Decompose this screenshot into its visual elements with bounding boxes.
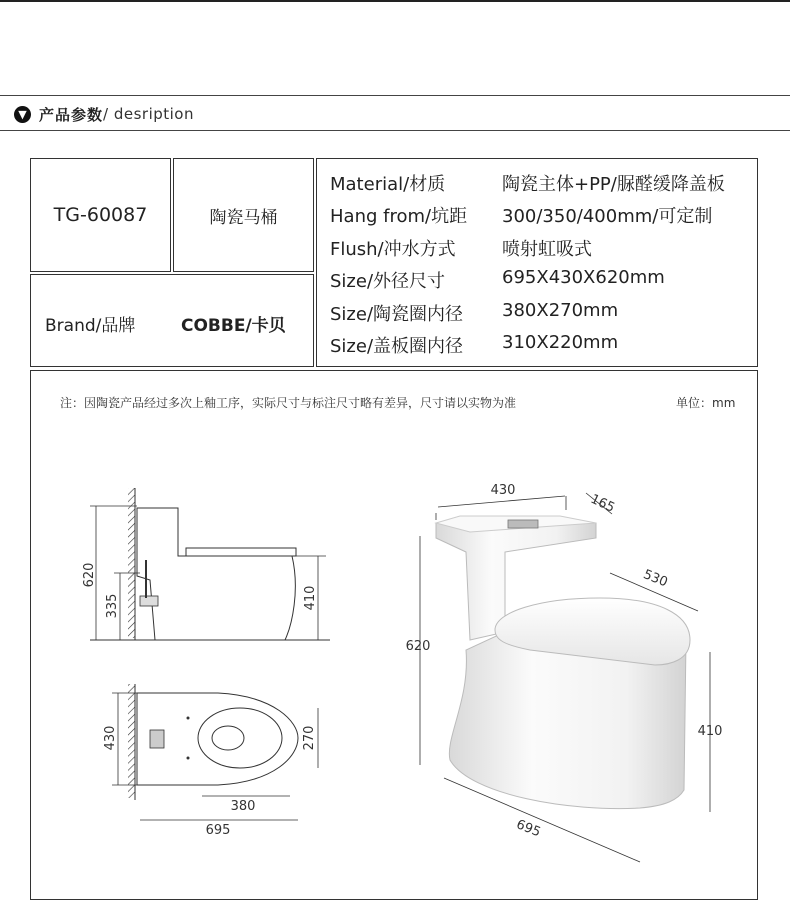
model-number: TG-60087 bbox=[53, 204, 148, 226]
section-title-en: / desription bbox=[103, 105, 194, 123]
spec-label: Size/盖板圈内径 bbox=[330, 336, 464, 357]
product-name: 陶瓷马桶 bbox=[209, 207, 278, 228]
side-outlet-label: 335 bbox=[105, 593, 120, 619]
photo-seat-height-label: 410 bbox=[697, 724, 723, 739]
spec-value: 喷射虹吸式 bbox=[502, 239, 592, 260]
spec-label: Size/外径尺寸 bbox=[330, 271, 446, 292]
spec-label: Material/材质 bbox=[330, 174, 446, 195]
drawing-note: 注：因陶瓷产品经过多次上釉工序，实际尺寸与标注尺寸略有差异，尺寸请以实物为准 bbox=[60, 396, 517, 410]
chevron-down-icon: ▼ bbox=[14, 106, 31, 123]
spec-value: 380X270mm bbox=[502, 300, 619, 321]
top-bowl-width-label: 270 bbox=[302, 725, 317, 751]
spec-label: Flush/冲水方式 bbox=[330, 239, 456, 260]
photo-seat-length-label: 530 bbox=[640, 567, 670, 591]
spec-value: 300/350/400mm/可定制 bbox=[502, 206, 713, 227]
spec-value: 695X430X620mm bbox=[502, 267, 665, 288]
spec-value: 310X220mm bbox=[502, 332, 619, 353]
top-length-label: 695 bbox=[205, 823, 231, 838]
section-title-cn: 产品参数 bbox=[39, 105, 104, 124]
spec-label: Size/陶瓷圈内径 bbox=[330, 304, 464, 325]
brand-label: Brand/品牌 bbox=[45, 316, 136, 336]
side-seat-label: 410 bbox=[303, 585, 318, 611]
unit-label: 单位：mm bbox=[676, 396, 736, 410]
toilet-product-image bbox=[420, 493, 710, 862]
photo-length-label: 695 bbox=[513, 817, 543, 841]
photo-depth-label: 165 bbox=[588, 491, 617, 516]
side-view-drawing bbox=[90, 488, 330, 640]
side-height-label: 620 bbox=[82, 562, 97, 588]
top-bowl-length-label: 380 bbox=[230, 799, 256, 814]
top-width-label: 430 bbox=[103, 725, 118, 751]
top-view-drawing bbox=[112, 684, 318, 820]
spec-value: 陶瓷主体+PP/脲醛缓降盖板 bbox=[502, 174, 725, 195]
photo-height-label: 620 bbox=[405, 639, 431, 654]
spec-label: Hang from/坑距 bbox=[330, 206, 468, 227]
brand-value: COBBE/卡贝 bbox=[181, 316, 286, 336]
photo-width-label: 430 bbox=[490, 483, 516, 498]
